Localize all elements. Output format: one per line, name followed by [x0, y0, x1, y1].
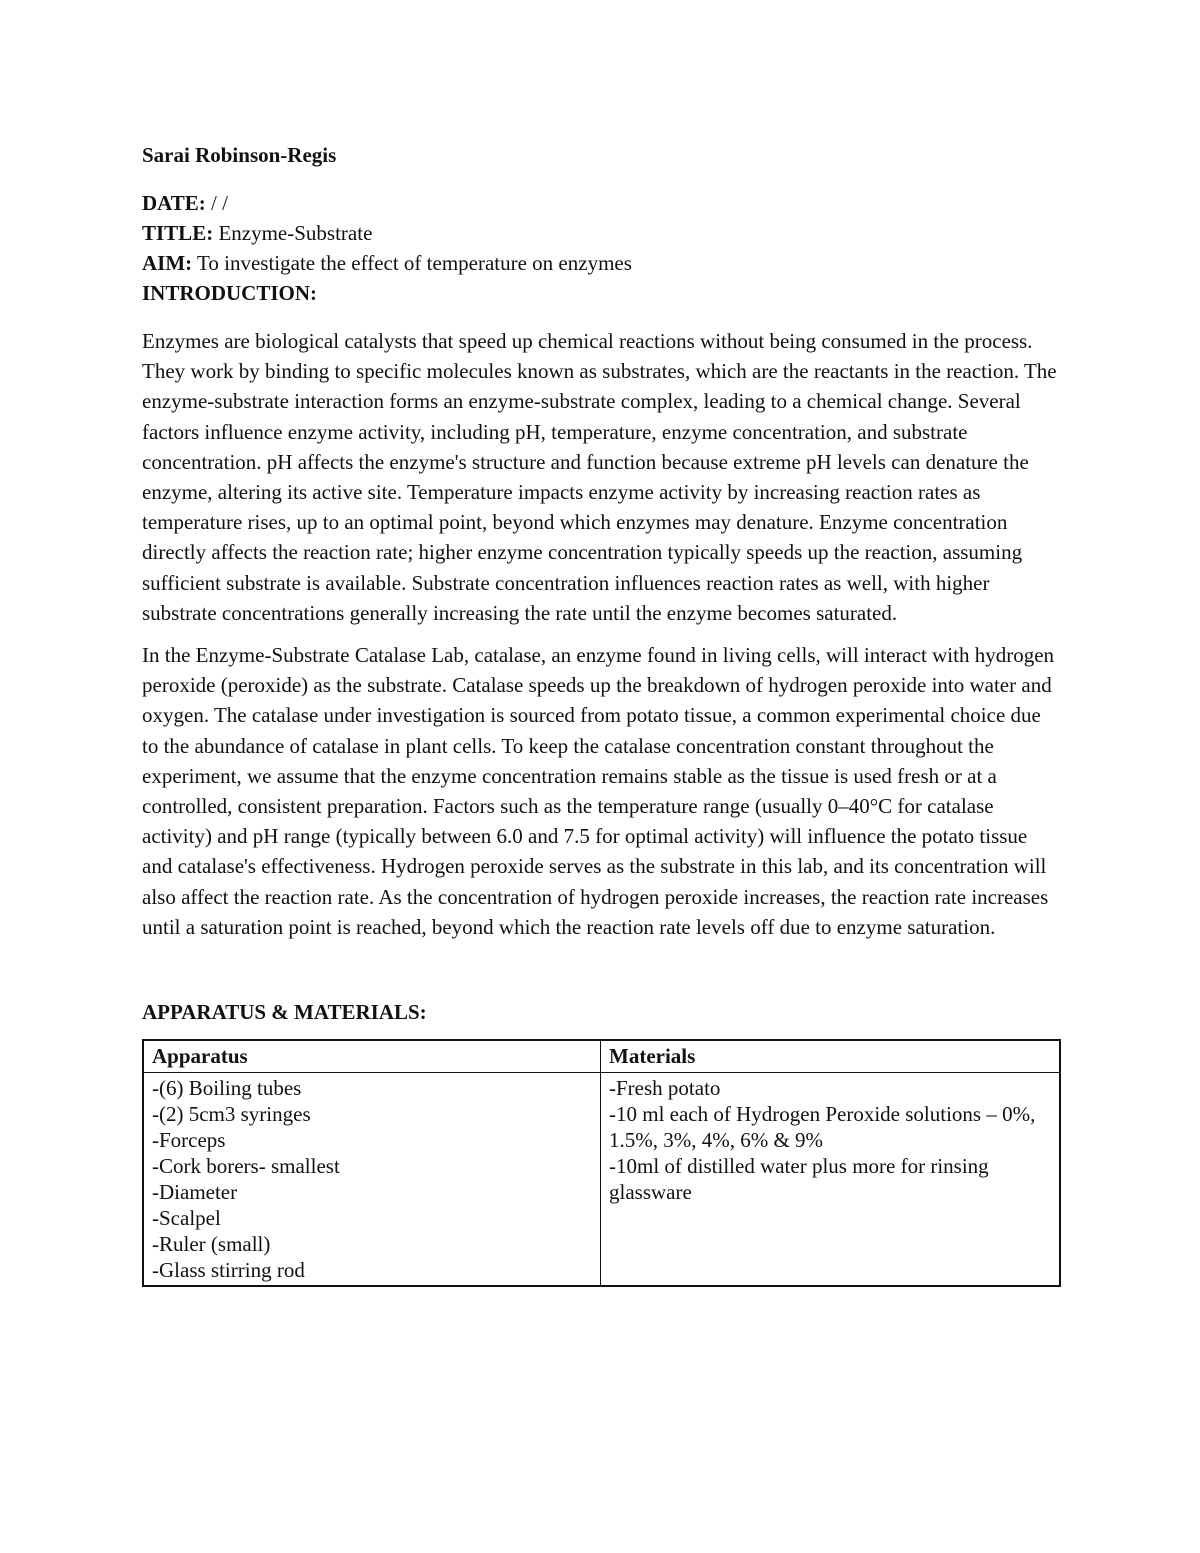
materials-item: -Fresh potato — [609, 1076, 721, 1101]
materials-list — [601, 1073, 1061, 1287]
apparatus-item: -(6) Boiling tubes — [152, 1076, 302, 1101]
apparatus-item: -Diameter — [152, 1180, 238, 1205]
intro-paragraph-1: Enzymes are biological catalysts that speed up chemical reactions without being consumed in the process. They work by binding to specific molecules known as substrates, which are the reactants in the reaction. The enzyme-substrate interaction forms an enzyme-substrate complex, leading to a chemical change. Several factors influence enzyme activity, including pH, temperature, enzyme concentration, and substrate concentration. pH affects the enzyme's structure and function because extreme pH levels can denature the enzyme, altering its active site. Temperature impacts enzyme activity by increasing reaction rates as temperature rises, up to an optimal point, beyond which enzymes may denature. Enzyme concentration directly affects the reaction rate; higher enzyme concentration typically speeds up the reaction, assuming sufficient substrate is available. Substrate concentration influences reaction rates as well, with higher substrate concentrations generally increasing the rate until the enzyme becomes saturated. — [142, 329, 1057, 625]
table-header-row — [143, 1040, 1060, 1073]
intro-paragraph-2: In the Enzyme-Substrate Catalase Lab, catalase, an enzyme found in living cells, will interact with hydrogen peroxide (peroxide) as the substrate. Catalase speeds up the breakdown of hydrogen peroxide into water and oxygen. The catalase under investigation is sourced from potato tissue, a common experimental choice due to the abundance of catalase in plant cells. To keep the catalase concentration constant throughout the experiment, we assume that the enzyme concentration remains stable as the tissue is used fresh or at a controlled, consistent preparation. Factors such as the temperature range (usually 0–40°C for catalase activity) and pH range (typically between 6.0 and 7.5 for optimal activity) will influence the potato tissue and catalase's effectiveness. Hydrogen peroxide serves as the substrate in this lab, and its concentration will also affect the reaction rate. As the concentration of hydrogen peroxide increases, the reaction rate increases until a saturation point is reached, beyond which the reaction rate levels off due to enzyme saturation. — [142, 643, 1055, 939]
title-value: Enzyme-Substrate — [213, 221, 373, 245]
table-row — [143, 1073, 1060, 1287]
apparatus-item: -Forceps — [152, 1128, 226, 1153]
introduction-body — [142, 326, 1062, 942]
apparatus-item: -Glass stirring rod — [152, 1258, 305, 1283]
date-label: DATE: — [142, 191, 206, 215]
aim-line — [142, 248, 1062, 278]
introduction-heading: INTRODUCTION: — [142, 281, 318, 305]
aim-value: To investigate the effect of temperature on enzymes — [192, 251, 632, 275]
date-value: / / — [205, 191, 228, 215]
apparatus-column-header: Apparatus — [143, 1040, 601, 1073]
materials-item: -10ml of distilled water plus more for rinsing glassware — [609, 1154, 989, 1205]
apparatus-item: -Cork borers- smallest — [152, 1154, 340, 1179]
materials-column-header: Materials — [601, 1040, 1061, 1073]
author-name: Sarai Robinson-Regis — [142, 143, 337, 167]
date-line — [142, 188, 1062, 218]
apparatus-materials-table — [142, 1039, 1061, 1287]
aim-label: AIM: — [142, 251, 193, 275]
apparatus-item: -(2) 5cm3 syringes — [152, 1102, 311, 1127]
title-line — [142, 218, 1062, 248]
apparatus-materials-heading: APPARATUS & MATERIALS: — [142, 1000, 427, 1025]
materials-item: -10 ml each of Hydrogen Peroxide solutions – 0%, 1.5%, 3%, 4%, 6% & 9% — [609, 1102, 1036, 1153]
apparatus-item: -Scalpel — [152, 1206, 221, 1231]
title-label: TITLE: — [142, 221, 214, 245]
document-page — [142, 140, 1062, 1287]
apparatus-item: -Ruler (small) — [152, 1232, 271, 1257]
apparatus-list — [143, 1073, 601, 1287]
